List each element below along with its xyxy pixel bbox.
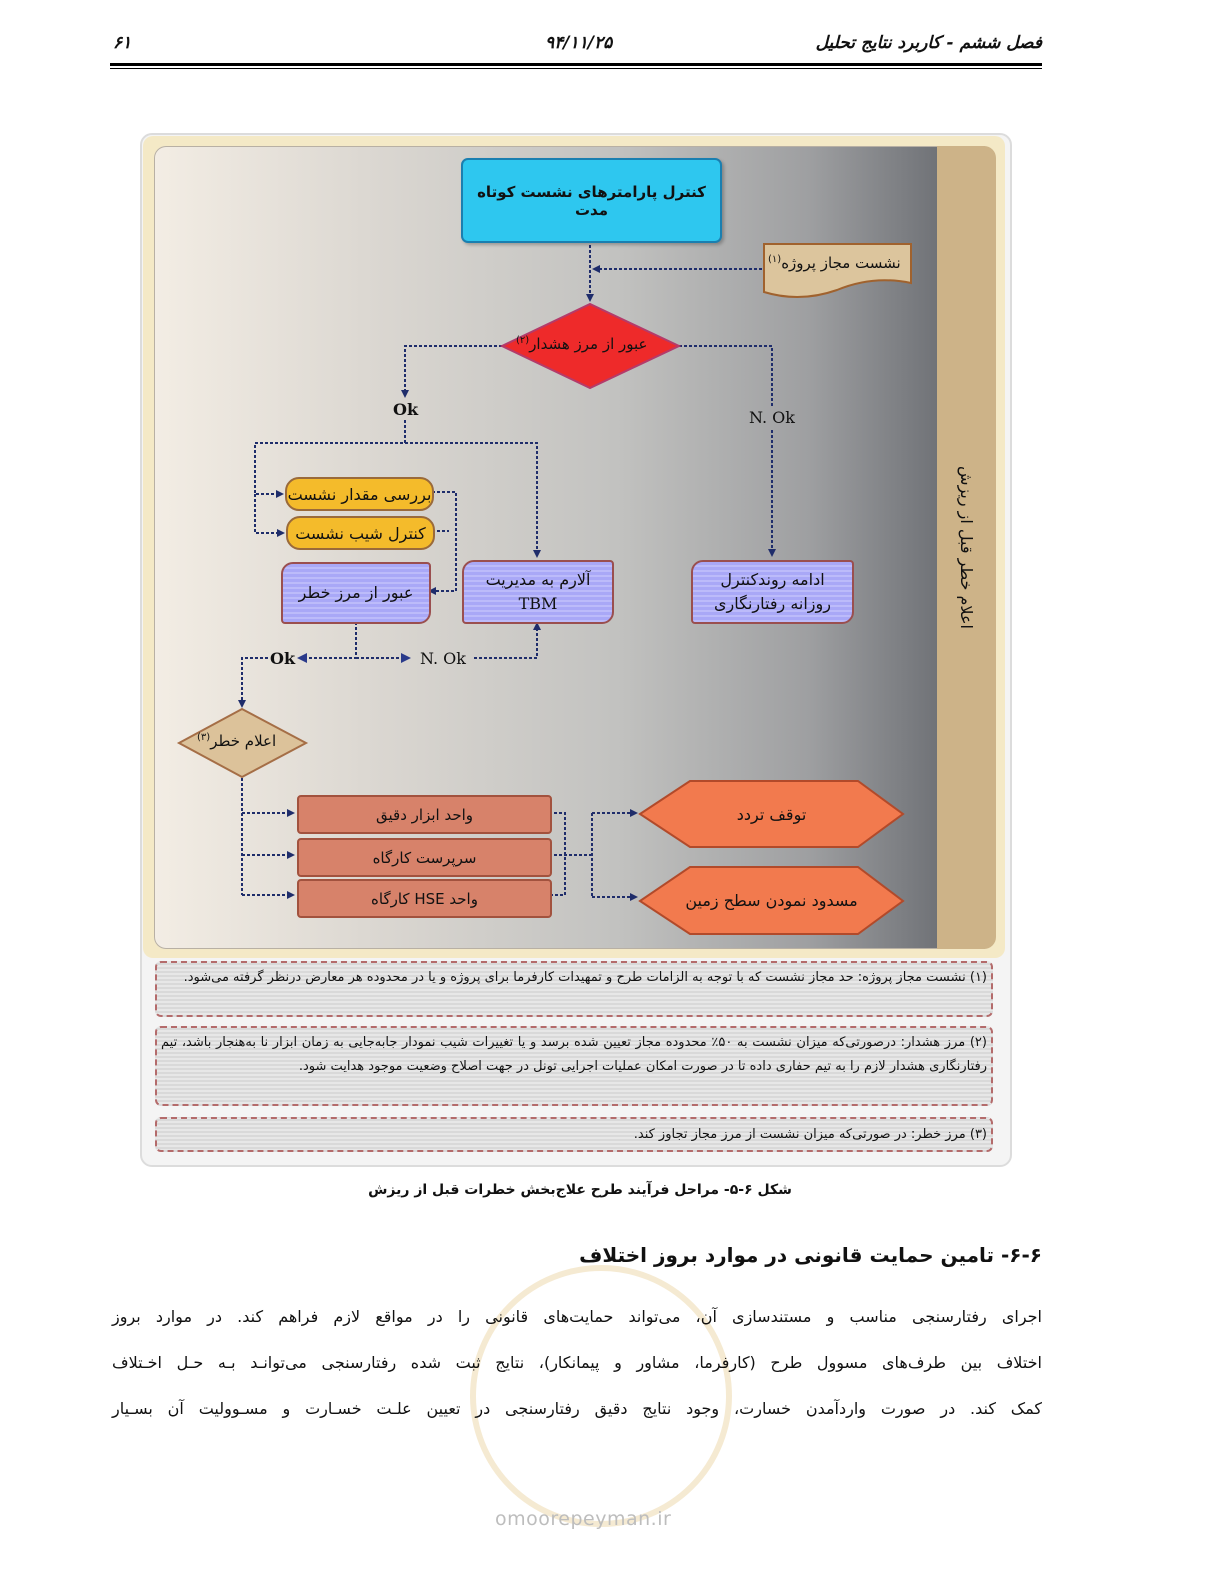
- figure-note-2: (۲) مرز هشدار: درصورتی‌که میزان نشست به ۵۰٪ محدوده مجاز تعیین شده برسد و یا تغییرات شیب نمودار جابه‌جایی به زمان ابزار نا به‌هنجار باشد، تیم رفتارنگاری هشدار لازم را به تیم حفاری داده تا در صورت امکان عملیات اجرایی تونل در جهت اصلاح وضعیت موجود هدایت شود.: [155, 1026, 993, 1106]
- check-slope-node: [286, 516, 435, 550]
- warning-boundary-ref: (۲): [516, 335, 530, 346]
- check-slope-label: کنترل شیب نشست: [295, 523, 426, 543]
- danger-alert-ref: (۳): [197, 732, 211, 743]
- allowed-settlement-label: نشست مجاز پروژه: [781, 254, 901, 272]
- alarm-tbm-label-2: TBM: [518, 594, 558, 613]
- ok-label-1: Ok: [393, 400, 419, 419]
- alarm-tbm-label-1: آلارم به مدیریت: [485, 570, 591, 589]
- danger-alert-node: [197, 732, 276, 750]
- warning-boundary-node: [516, 335, 648, 353]
- section-title: ۶-۶- تامین حمایت قانونی در موارد بروز اختلاف: [579, 1243, 1042, 1267]
- nok-label-1: N. Ok: [749, 408, 795, 427]
- block-ground-label: مسدود نمودن سطح زمین: [685, 891, 858, 910]
- figure-note-1: (۱) نشست مجاز پروژه: حد مجاز نشست که با توجه به الزامات طرح و تمهیدات کارفرما برای پروژه و یا در محدوده هر معارض درنظر گرفته می‌شود.: [155, 961, 993, 1017]
- precision-unit-node: [297, 795, 552, 834]
- continue-monitoring-node: [691, 560, 854, 624]
- continue-label-2: روزانه رفتارنگاری: [714, 594, 831, 613]
- figure-note-3: (۳) مرز خطر: در صورتی‌که میزان نشست از مرز مجاز تجاوز کند.: [155, 1117, 993, 1152]
- precision-unit-label: واحد ابزار دقیق: [376, 805, 474, 824]
- check-amount-label: بررسی مقدار نشست: [287, 484, 432, 504]
- alarm-tbm-node: [462, 560, 614, 624]
- check-amount-node: [285, 477, 434, 511]
- stop-traffic-label: توقف تردد: [736, 804, 807, 824]
- page-number: ۶۱: [113, 33, 132, 53]
- warning-boundary-label: عبور از مرز هشدار: [529, 335, 648, 353]
- block-ground-node: [640, 867, 903, 934]
- site-supervisor-label: سرپرست کارگاه: [372, 848, 477, 867]
- control-parameters-node: [461, 158, 722, 243]
- body-line-2: اختلاف بین طرف‌های مسوول طرح (کارفرما، مشاور و پیمانکار)، نتایج ثبت شده رفتارسنجی می‌توانـد بـه حـل اخـتلاف: [112, 1353, 1042, 1372]
- hse-unit-label: واحد HSE کارگاه: [371, 889, 478, 908]
- danger-alert-label: اعلام خطر: [210, 732, 277, 750]
- continue-label-1: ادامه روندکنترل: [720, 570, 825, 589]
- control-parameters-label: کنترل پارامترهای نشست کوتاه مدت: [477, 182, 706, 219]
- hse-unit-node: [297, 879, 552, 918]
- allowed-settlement-node: [768, 254, 901, 272]
- watermark-text: omoorepeyman.ir: [495, 1508, 672, 1530]
- site-supervisor-node: [297, 838, 552, 877]
- danger-boundary-label: عبور از مرز خطر: [298, 583, 414, 602]
- chapter-title: فصل ششم - کاربرد نتایج تحلیل: [815, 33, 1042, 53]
- stop-traffic-node: [640, 781, 903, 847]
- nok-label-2: N. Ok: [420, 649, 466, 668]
- danger-boundary-node: [281, 562, 431, 624]
- sidebar-label: اعلام خطر قبل از ریزش: [957, 466, 976, 629]
- figure-caption: شکل ۶-۵- مراحل فرآیند طرح علاج‌بخش خطرات قبل از ریزش: [368, 1182, 792, 1198]
- ok-label-2: Ok: [270, 649, 296, 668]
- allowed-settlement-ref: (۱): [768, 254, 782, 265]
- body-line-1: اجرای رفتارسنجی مناسب و مستندسازی آن، می‌تواند حمایت‌های قانونی را در مواقع لازم فراهم کند. در موارد بروز: [112, 1307, 1042, 1326]
- header-date: ۹۴/۱۱/۲۵: [545, 33, 613, 53]
- body-line-3: کمک کند. در صورت واردآمدن خسارت، وجود نتایج دقیق رفتارسنجی در تعیین علـت خسـارت و مسـوولیت آن بسـیار: [112, 1399, 1042, 1418]
- watermark-seal: [470, 1265, 732, 1527]
